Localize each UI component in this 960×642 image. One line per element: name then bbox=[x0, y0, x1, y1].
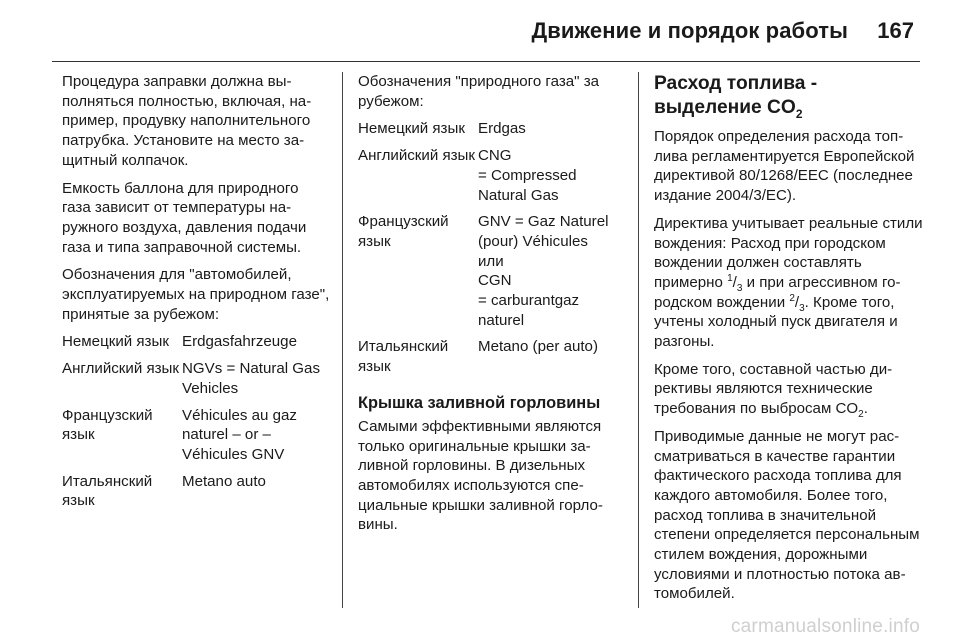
designation-value: Véhicules au gaz naturel – or – Véhicules GNV bbox=[182, 406, 297, 463]
table-row bbox=[358, 146, 624, 205]
text-span: . Кроме того, учтены холодный пуск двигателя и разгоны. bbox=[654, 293, 898, 351]
designation-value: GNV = Gaz Naturel (pour) Véhicules или CGN = carburantgaz naturel bbox=[478, 213, 609, 329]
heading-line-1: Расход топлива - bbox=[654, 73, 818, 94]
column-3 bbox=[654, 72, 926, 608]
designation-value: Metano auto bbox=[182, 472, 266, 490]
text-span: Кроме того, составной частью директивы являются технические требования по выбросам CO bbox=[654, 360, 893, 418]
header-divider bbox=[52, 61, 920, 62]
subscript: 2 bbox=[858, 409, 864, 421]
watermark: carmanualsonline.info bbox=[730, 616, 920, 637]
page-title: Движение и порядок работы bbox=[531, 18, 848, 43]
designation-value: Erdgasfahrzeuge bbox=[182, 333, 297, 351]
column-1 bbox=[62, 72, 330, 608]
gas-designations-intro: Обозначения "природного газа" за рубежом: bbox=[358, 73, 600, 110]
text-span: Директива учитывает реальные стили вождения: Расход при городском вождении должен составлять примерно bbox=[654, 214, 923, 291]
language-term: Немецкий язык bbox=[62, 333, 169, 351]
designation-value: Metano (per auto) bbox=[478, 338, 598, 356]
vehicle-designations-intro: Обозначения для "автомобилей, эксплуатируемых на природном газе", принятые за рубежом: bbox=[62, 266, 330, 323]
directive-paragraph: Порядок определения расхода топлива регламентируется Европейской директивой 80/1268/EEC (последнее издание 2004/3/EC). bbox=[654, 128, 915, 205]
driving-styles-paragraph: Директива учитывает реальные стили вождения: Расход при городском вождении должен составлять примерно $^1/_3$ и при агрессивном городском вождении $^2/_3$. Кроме того, учтены холодный пуск двигателя и разгоны. bbox=[654, 214, 923, 351]
fuel-consumption-heading bbox=[654, 72, 926, 119]
table-row bbox=[62, 332, 330, 352]
fraction-denominator: 3 bbox=[736, 282, 743, 294]
tank-capacity-paragraph: Емкость баллона для природного газа зависит от температуры наружного воздуха, давления подачи газа и типа заправочной системы. bbox=[62, 179, 307, 256]
table-row bbox=[62, 359, 330, 398]
disclaimer-paragraph: Приводимые данные не могут рассматриваться в качестве гарантии фактического расхода топлива для каждого автомобиля. Более того, расход топлива в значительной степени определяется персональным стилем вождения, дорожными условиями и плотностью потока автомобилей. bbox=[654, 427, 920, 603]
fraction-numerator: 1 bbox=[727, 272, 733, 284]
designation-value: NGVs = Natural Gas Vehicles bbox=[182, 360, 320, 397]
filler-cap-heading: Крышка заливной горловины bbox=[358, 393, 601, 412]
emissions-paragraph bbox=[654, 360, 926, 419]
language-term: Английский язык bbox=[358, 147, 475, 165]
language-term: Французский язык bbox=[358, 213, 449, 250]
gas-designations-table bbox=[358, 119, 624, 376]
language-term: Французский язык bbox=[62, 406, 153, 444]
refuel-procedure-paragraph: Процедура заправки должна выполняться полностью, включая, например, продувку наполнительного патрубка. Установите на место защитный колпачок. bbox=[62, 73, 312, 169]
heading-line-2: выделение CO bbox=[654, 96, 796, 118]
language-term: Английский язык bbox=[62, 360, 179, 378]
fraction-numerator: 2 bbox=[789, 292, 795, 304]
table-row bbox=[358, 212, 624, 330]
language-term: Немецкий язык bbox=[358, 120, 465, 138]
text-span: и при агрессивном городском вождении bbox=[654, 273, 901, 311]
table-row bbox=[62, 406, 330, 465]
page-header bbox=[0, 0, 960, 62]
column-divider-2 bbox=[638, 72, 639, 608]
table-row bbox=[358, 337, 624, 376]
column-2 bbox=[358, 72, 624, 608]
designation-value: CNG = Compressed Natural Gas bbox=[478, 147, 577, 204]
language-term: Итальянский язык bbox=[62, 472, 153, 510]
language-term: Итальянский язык bbox=[358, 338, 449, 376]
column-divider-1 bbox=[342, 72, 343, 608]
table-row bbox=[358, 119, 624, 139]
table-row bbox=[62, 472, 330, 511]
text-span: . bbox=[863, 400, 868, 418]
heading-subscript: 2 bbox=[795, 106, 803, 121]
fraction-denominator: 3 bbox=[799, 302, 805, 314]
vehicle-designations-table bbox=[62, 332, 330, 511]
designation-value: Erdgas bbox=[478, 120, 526, 138]
filler-cap-paragraph: Самыми эффективными являются только оригинальные крышки заливной горловины. В дизельных автомобилях используются специальные крышки заливной горловины. bbox=[358, 417, 603, 534]
page-number: 167 bbox=[877, 18, 914, 43]
